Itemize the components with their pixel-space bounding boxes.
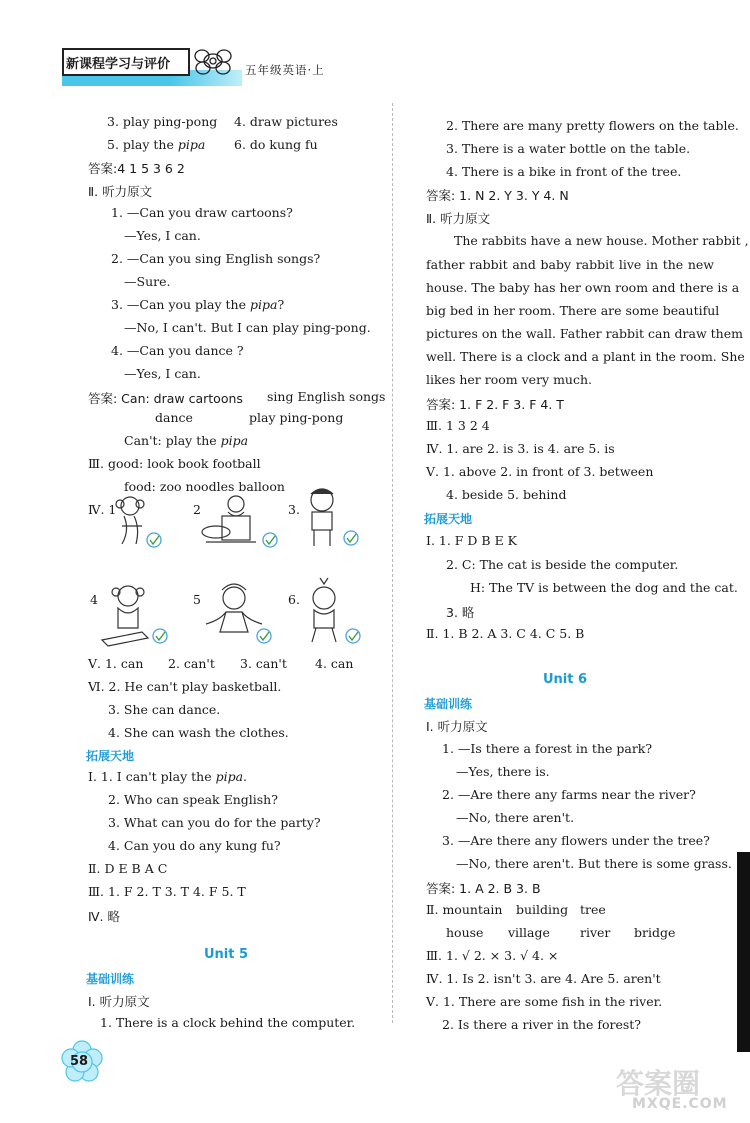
dialogue-line: —Sure. xyxy=(124,274,171,289)
section-heading: Ⅱ. 听力原文 xyxy=(88,184,153,199)
answer-line: play ping-pong xyxy=(249,410,344,425)
unit-heading: Unit 5 xyxy=(204,947,249,962)
section-title: 基础训练 xyxy=(424,697,473,711)
answer-line: Ⅲ. 1 3 2 4 xyxy=(426,418,490,433)
answer-line: Ⅵ. 2. He can't play basketball. xyxy=(88,679,282,694)
column-divider xyxy=(392,103,393,1023)
answer-line: village xyxy=(508,925,550,940)
section-heading: Ⅰ. 听力原文 xyxy=(426,719,488,734)
watermark-logo: 答案圈 xyxy=(616,1067,701,1100)
boy-ball-illustration xyxy=(296,484,360,552)
girl-dancing-illustration xyxy=(200,580,276,650)
dialogue-line: 3. —Are there any flowers under the tree? xyxy=(442,833,710,848)
answer-line: 3. She can dance. xyxy=(108,702,221,717)
dialogue-line: —No, there aren't. But there is some grass. xyxy=(456,856,732,871)
section-heading: Ⅱ. 听力原文 xyxy=(426,211,491,226)
girl-cooking-illustration xyxy=(198,490,282,550)
watermark-url: MXQE.COM xyxy=(632,1096,728,1112)
answer-line: 4. draw pictures xyxy=(234,114,338,129)
dialogue-line: 1. —Is there a forest in the park? xyxy=(442,741,653,756)
unit-heading: Unit 6 xyxy=(543,672,588,687)
section-title: 拓展天地 xyxy=(86,749,135,763)
answer-line: house xyxy=(446,925,484,940)
answer-line: H: The TV is between the dog and the cat. xyxy=(470,580,738,595)
book-title: 新课程学习与评价 xyxy=(66,57,171,72)
answer-line: Ⅴ. 1. can xyxy=(88,656,144,671)
dialogue-line: 1. —Can you draw cartoons? xyxy=(111,205,293,220)
answer-line: tree xyxy=(580,902,606,917)
answer-line: 3. can't xyxy=(240,656,287,671)
dialogue-line: 4. —Can you dance ? xyxy=(111,343,244,358)
section-title: 基础训练 xyxy=(86,972,135,986)
answer-key: 答案: 1. A 2. B 3. B xyxy=(426,881,541,896)
answer-line: 2. Is there a river in the forest? xyxy=(442,1017,641,1032)
passage-line: The rabbits have a new house. Mother rabbit , xyxy=(454,233,749,248)
picture-label: 4 xyxy=(90,592,98,607)
answer-line: 2. C: The cat is beside the computer. xyxy=(446,557,679,572)
passage-line: big bed in her room. There are some beautiful xyxy=(426,303,720,318)
answer-line: 3. play ping-pong xyxy=(107,114,218,129)
dialogue-line: 4. There is a bike in front of the tree. xyxy=(446,164,682,179)
passage-line: pictures on the wall. Father rabbit can draw them xyxy=(426,326,743,341)
answer-line: Ⅱ. 1. B 2. A 3. C 4. C 5. B xyxy=(426,626,585,641)
passage-line: likes her room very much. xyxy=(426,372,593,387)
picture-label: 3. xyxy=(288,502,300,517)
picture-label: 6. xyxy=(288,592,300,607)
answer-line: 3. What can you do for the party? xyxy=(108,815,321,830)
answer-line: 4. beside 5. behind xyxy=(446,487,567,502)
answer-line: Ⅲ. 1. √ 2. × 3. √ 4. × xyxy=(426,948,559,963)
answer-line: Ⅳ. 1. Is 2. isn't 3. are 4. Are 5. aren't xyxy=(426,971,661,986)
answer-line: Ⅱ. D E B A C xyxy=(88,861,168,876)
answer-line: river xyxy=(580,925,611,940)
picture-label: 5 xyxy=(193,592,201,607)
dialogue-line: —Yes, I can. xyxy=(124,366,201,381)
answer-line: 3. 略 xyxy=(446,605,475,620)
passage-line: father rabbit and baby rabbit live in the new xyxy=(426,257,714,272)
answer-line: 6. do kung fu xyxy=(234,137,318,152)
dialogue-line: 2. —Are there any farms near the river? xyxy=(442,787,696,802)
page-edge-tab xyxy=(737,852,750,1052)
answer-line: Can't: play the pipa xyxy=(124,433,249,448)
answer-line: Ⅰ. 1. I can't play the pipa. xyxy=(88,769,248,784)
book-subtitle: 五年级英语·上 xyxy=(245,63,325,77)
answer-line: Ⅲ. good: look book football xyxy=(88,456,261,471)
passage-line: house. The baby has her own room and there is a xyxy=(426,280,740,295)
answer-line: 5. play the pipa xyxy=(107,137,206,152)
section-heading: Ⅰ. 听力原文 xyxy=(88,994,150,1009)
answer-line: 4. can xyxy=(315,656,354,671)
answer-line: Ⅰ. 1. F D B E K xyxy=(426,533,518,548)
girl-drawing-illustration xyxy=(98,580,174,650)
answer-line: sing English songs xyxy=(267,389,386,404)
page-number: 58 xyxy=(70,1054,89,1069)
answer-line: 4. Can you do any kung fu? xyxy=(108,838,281,853)
answer-line: dance xyxy=(155,410,193,425)
answer-key: 答案:4 1 5 3 6 2 xyxy=(88,161,185,176)
answer-line: 2. can't xyxy=(168,656,215,671)
picture-label: Ⅳ. 1 xyxy=(88,502,117,517)
answer-line: food: zoo noodles balloon xyxy=(124,479,285,494)
answer-line: 2. Who can speak English? xyxy=(108,792,278,807)
flower-logo-icon xyxy=(190,44,236,78)
answer-line: bridge xyxy=(634,925,676,940)
dialogue-line: 2. There are many pretty flowers on the table. xyxy=(446,118,739,133)
dialogue-line: —No, there aren't. xyxy=(456,810,575,825)
answer-line: Ⅱ. mountain xyxy=(426,902,503,917)
dialogue-line: —No, I can't. But I can play ping-pong. xyxy=(124,320,371,335)
dialogue-line: 1. There is a clock behind the computer. xyxy=(100,1015,356,1030)
answer-line: building xyxy=(516,902,569,917)
answer-line: Ⅴ. 1. above 2. in front of 3. between xyxy=(426,464,654,479)
monkey-illustration xyxy=(108,490,164,550)
section-title: 拓展天地 xyxy=(424,512,473,526)
picture-label: 2 xyxy=(193,502,201,517)
answer-line: Ⅳ. 1. are 2. is 3. is 4. are 5. is xyxy=(426,441,615,456)
answer-line: Ⅲ. 1. F 2. T 3. T 4. F 5. T xyxy=(88,884,246,899)
dialogue-line: —Yes, there is. xyxy=(456,764,550,779)
dialogue-line: —Yes, I can. xyxy=(124,228,201,243)
answer-line: Ⅳ. 略 xyxy=(88,909,120,924)
dialogue-line: 2. —Can you sing English songs? xyxy=(111,251,321,266)
answer-line: 4. She can wash the clothes. xyxy=(108,725,289,740)
answer-key: 答案: 1. F 2. F 3. F 4. T xyxy=(426,397,564,412)
child-kungfu-illustration xyxy=(298,574,362,650)
answer-key: 答案: Can: draw cartoons xyxy=(88,391,243,406)
dialogue-line: 3. There is a water bottle on the table. xyxy=(446,141,691,156)
dialogue-line: 3. —Can you play the pipa? xyxy=(111,297,285,312)
answer-line: Ⅴ. 1. There are some fish in the river. xyxy=(426,994,663,1009)
passage-line: well. There is a clock and a plant in the room. She xyxy=(426,349,745,364)
answer-key: 答案: 1. N 2. Y 3. Y 4. N xyxy=(426,188,569,203)
